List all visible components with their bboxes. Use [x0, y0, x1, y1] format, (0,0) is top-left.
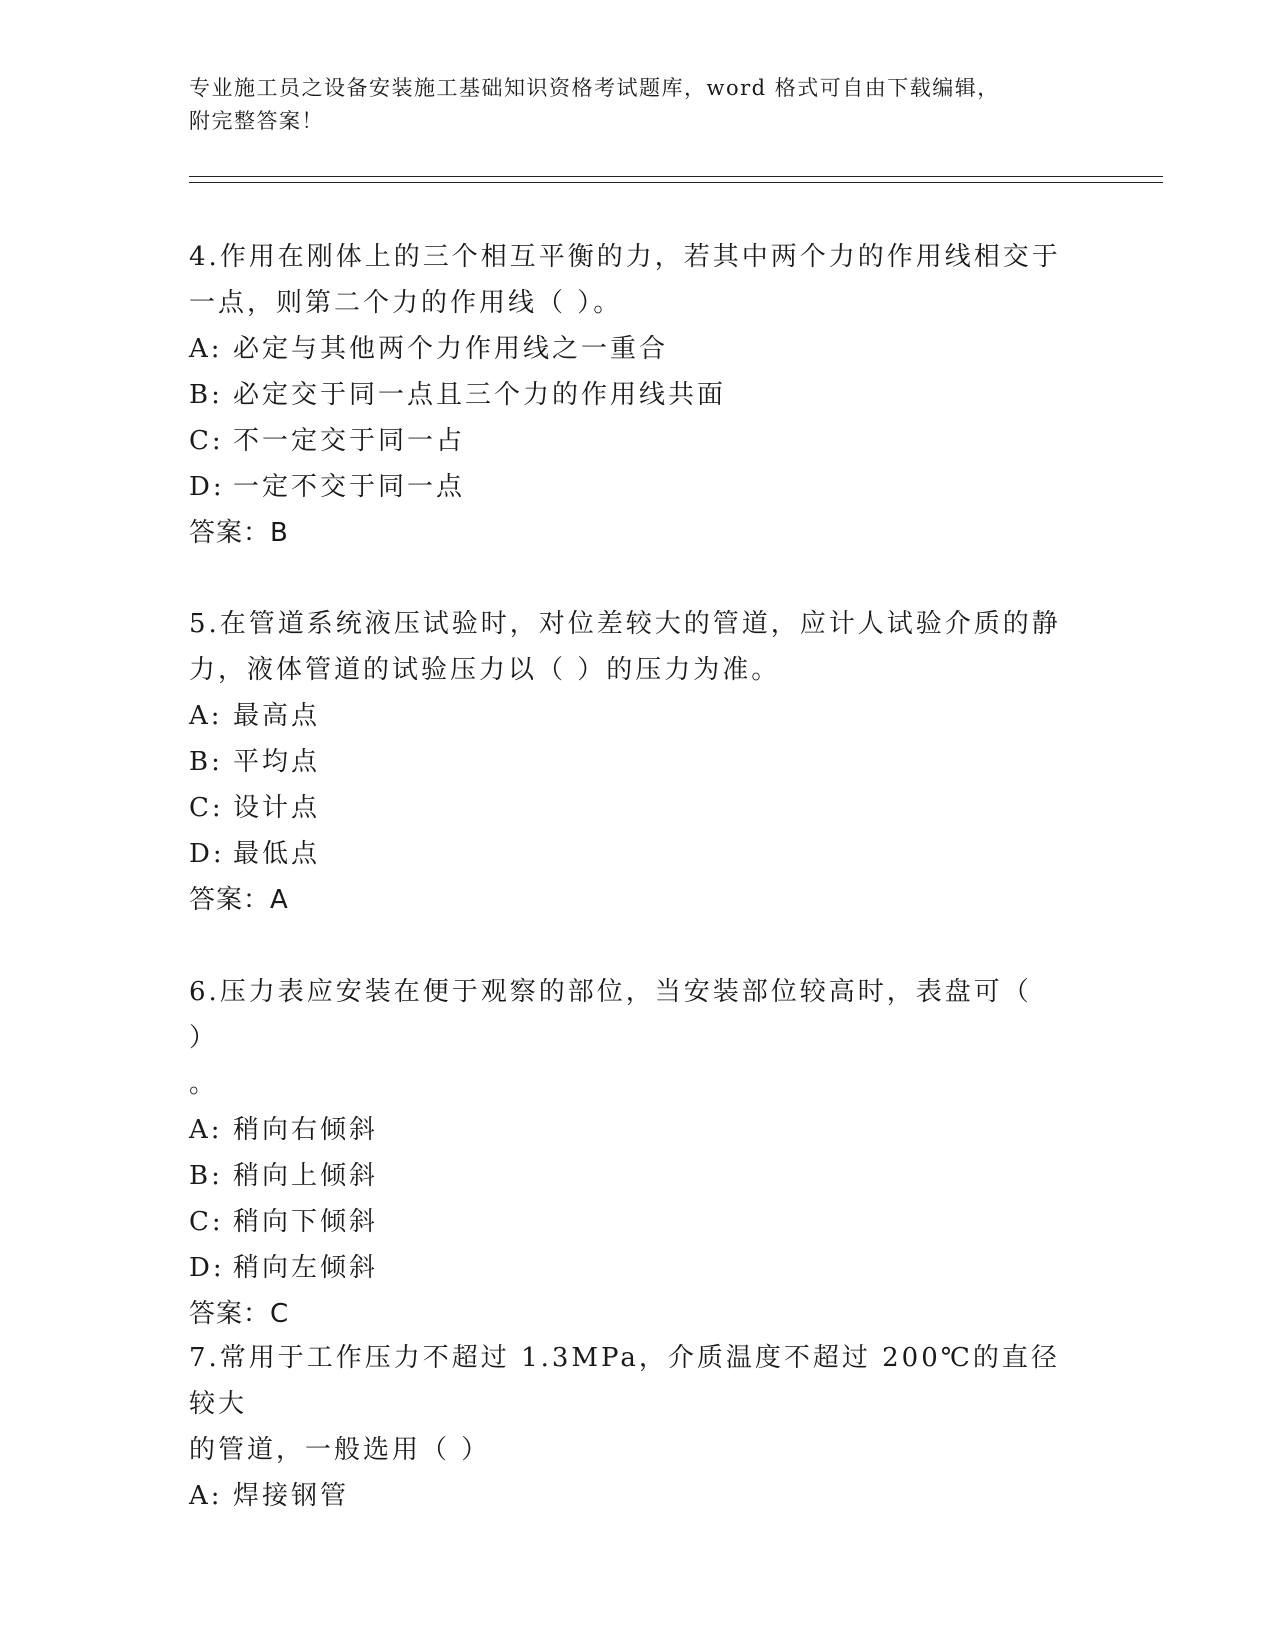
question-4 — [189, 234, 1069, 556]
answer-label: 答案：A — [189, 885, 289, 915]
option-key: C: — [189, 793, 224, 823]
header-line-1: 专业施工员之设备安装施工基础知识资格考试题库，word 格式可自由下载编辑， — [189, 76, 1000, 100]
option-key: A: — [189, 334, 223, 364]
question-stem — [189, 969, 1069, 1107]
answer-label: 答案：B — [189, 518, 289, 548]
option-key: D: — [189, 472, 225, 502]
option-c — [189, 418, 1069, 464]
question-7 — [189, 1335, 1069, 1519]
question-stem-line-2: 。 — [189, 1069, 219, 1099]
option-key: C: — [189, 1207, 224, 1237]
option-key: D: — [189, 839, 225, 869]
option-a — [189, 326, 1069, 372]
option-c — [189, 785, 1069, 831]
option-key: B: — [189, 380, 223, 410]
option-key: C: — [189, 426, 224, 456]
question-stem-line-2: 的管道，一般选用（ ） — [189, 1435, 491, 1465]
question-stem — [189, 1335, 1069, 1473]
option-b — [189, 372, 1069, 418]
document-header — [189, 72, 1089, 138]
option-text: 不一定交于同一占 — [233, 426, 466, 456]
option-key: A: — [189, 1481, 223, 1511]
option-key: D: — [189, 1253, 225, 1283]
option-a — [189, 1473, 1069, 1519]
option-text: 设计点 — [233, 793, 321, 823]
question-stem — [189, 601, 1069, 693]
option-b — [189, 739, 1069, 785]
option-text: 最高点 — [233, 701, 321, 731]
header-divider-bottom — [189, 182, 1163, 183]
option-key: A: — [189, 701, 223, 731]
header-line-2: 附完整答案！ — [189, 109, 324, 133]
option-d — [189, 464, 1069, 510]
question-6 — [189, 969, 1069, 1337]
option-a — [189, 693, 1069, 739]
option-text: 一定不交于同一点 — [233, 472, 466, 502]
answer-label: 答案：C — [189, 1299, 290, 1329]
option-text: 必定交于同一点且三个力的作用线共面 — [233, 380, 727, 410]
option-text: 稍向下倾斜 — [233, 1207, 379, 1237]
question-stem-line-1: 6.压力表应安装在便于观察的部位，当安装部位较高时，表盘可（ ） — [189, 977, 1032, 1053]
question-stem — [189, 234, 1069, 326]
option-c — [189, 1199, 1069, 1245]
question-stem-line-2: 一点，则第二个力的作用线（ ）。 — [189, 288, 623, 318]
option-text: 稍向左倾斜 — [233, 1253, 379, 1283]
option-text: 稍向上倾斜 — [233, 1161, 379, 1191]
option-d — [189, 1245, 1069, 1291]
option-key: B: — [189, 747, 223, 777]
question-5 — [189, 601, 1069, 923]
option-text: 稍向右倾斜 — [233, 1115, 379, 1145]
option-text: 必定与其他两个力作用线之一重合 — [233, 334, 669, 364]
header-divider-top — [189, 176, 1163, 177]
option-key: A: — [189, 1115, 223, 1145]
option-text: 最低点 — [233, 839, 321, 869]
option-text: 平均点 — [233, 747, 321, 777]
option-d — [189, 831, 1069, 877]
question-stem-line-2: 力，液体管道的试验压力以（ ）的压力为准。 — [189, 655, 781, 685]
question-stem-line-1: 4.作用在刚体上的三个相互平衡的力，若其中两个力的作用线相交于 — [189, 242, 1061, 272]
option-a — [189, 1107, 1069, 1153]
question-stem-line-1: 7.常用于工作压力不超过 1.3MPa，介质温度不超过 200℃的直径较大 — [189, 1343, 1060, 1419]
option-b — [189, 1153, 1069, 1199]
option-text: 焊接钢管 — [233, 1481, 350, 1511]
question-stem-line-1: 5.在管道系统液压试验时，对位差较大的管道，应计人试验介质的静 — [189, 609, 1061, 639]
option-key: B: — [189, 1161, 223, 1191]
